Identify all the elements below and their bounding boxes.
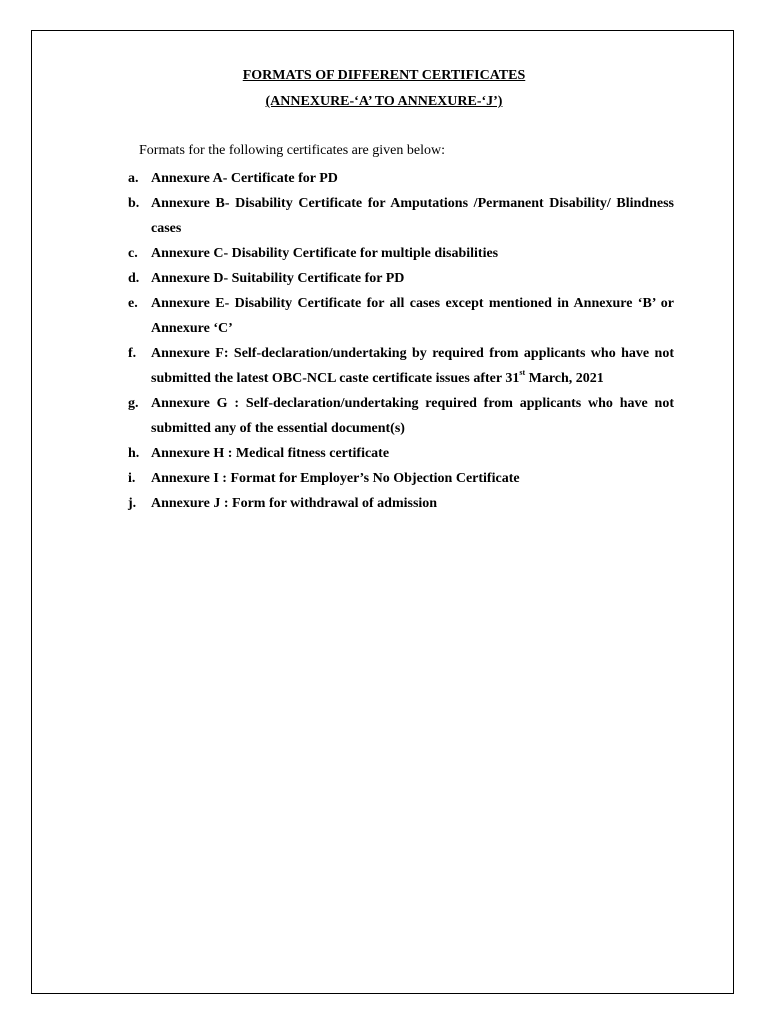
list-item-text: Annexure D- Suitability Certificate for PD xyxy=(151,271,405,286)
list-marker: f. xyxy=(128,346,137,361)
list-marker: h. xyxy=(128,446,140,461)
document-title: FORMATS OF DIFFERENT CERTIFICATES xyxy=(242,68,526,83)
list-item-text: Annexure E- Disability Certificate for all cases except mentioned in Annexure ‘B’ or Annexure ‘C’ xyxy=(151,296,674,336)
list-marker: i. xyxy=(128,471,136,486)
list-marker: a. xyxy=(128,171,139,186)
list-marker: d. xyxy=(128,271,140,286)
list-marker: c. xyxy=(128,246,138,261)
list-item-text: Annexure I : Format for Employer’s No Objection Certificate xyxy=(151,471,520,486)
list-item-text-part: March, 2021 xyxy=(525,371,604,386)
list-item-text: Annexure B- Disability Certificate for Amputations /Permanent Disability/ Blindness cases xyxy=(151,196,674,236)
list-item xyxy=(128,291,674,341)
list-item-text: Annexure H : Medical fitness certificate xyxy=(151,446,390,461)
list-item xyxy=(128,391,674,441)
list-item xyxy=(128,341,674,391)
list-marker: j. xyxy=(128,496,137,511)
list-item xyxy=(128,241,674,266)
superscript: st xyxy=(519,368,526,377)
list-item-text: Annexure A- Certificate for PD xyxy=(151,171,338,186)
list-item xyxy=(128,266,674,291)
list-item-text xyxy=(151,341,674,391)
list-item xyxy=(128,491,674,516)
annexure-list xyxy=(128,166,674,516)
list-item xyxy=(128,166,674,191)
document-subtitle: (ANNEXURE-‘A’ TO ANNEXURE-‘J’) xyxy=(265,94,503,109)
list-item xyxy=(128,466,674,491)
intro-text: Formats for the following certificates are given below: xyxy=(139,143,445,158)
list-item-text: Annexure J : Form for withdrawal of admission xyxy=(151,496,438,511)
list-item-text: Annexure C- Disability Certificate for multiple disabilities xyxy=(151,246,499,261)
list-item xyxy=(128,191,674,241)
list-item xyxy=(128,441,674,466)
list-marker: g. xyxy=(128,396,139,411)
list-marker: e. xyxy=(128,296,138,311)
list-marker: b. xyxy=(128,196,140,211)
list-item-text-part: Annexure F: Self-declaration/undertaking by required from applicants who have not submitted the latest OBC-NCL caste certificate issues after 31 xyxy=(151,346,674,386)
list-item-text: Annexure G : Self-declaration/undertaking required from applicants who have not submitted any of the essential document(s) xyxy=(151,396,674,436)
